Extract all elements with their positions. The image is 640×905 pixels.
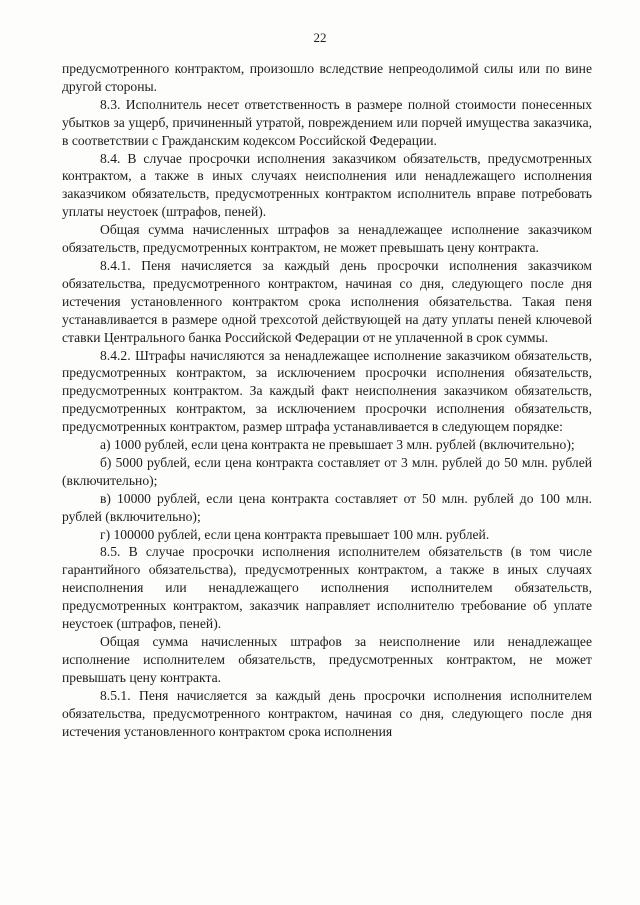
- page-number: 22: [313, 30, 327, 45]
- list-item-b: б) 5000 рублей, если цена контракта составляет от 3 млн. рублей до 50 млн. рублей (включительно);: [62, 454, 592, 488]
- paragraph-8-5-1: 8.5.1. Пеня начисляется за каждый день просрочки исполнения исполнителем обязательства, предусмотренного контрактом, начиная со дня, следующего после дня истечения установленного контрактом срока исполнения: [62, 687, 592, 739]
- paragraph-8-4: 8.4. В случае просрочки исполнения заказчиком обязательств, предусмотренных контрактом, а также в иных случаях неисполнения или ненадлежащего исполнения заказчиком обязательств, предусмотренных контрактом исполнитель вправе потребовать уплаты неустоек (штрафов, пеней).: [62, 150, 592, 220]
- document-body: [62, 60, 592, 740]
- paragraph-continuation: предусмотренного контрактом, произошло вследствие непреодолимой силы или по вине другой стороны.: [62, 61, 592, 94]
- list-item-v: в) 10000 рублей, если цена контракта составляет от 50 млн. рублей до 100 млн. рублей (включительно);: [62, 490, 592, 524]
- paragraph-8-5-total: Общая сумма начисленных штрафов за неисполнение или ненадлежащее исполнение исполнителем обязательств, предусмотренных контрактом, не может превышать цену контракта.: [62, 634, 592, 685]
- list-item-g: г) 100000 рублей, если цена контракта превышает 100 млн. рублей.: [100, 526, 490, 542]
- paragraph-8-4-1: 8.4.1. Пеня начисляется за каждый день просрочки исполнения заказчиком обязательства, предусмотренного контрактом, начиная со дня, следующего после дня истечения установленного контрактом срока исполнения обязательства. Такая пеня устанавливается в размере одной трехсотой действующей на дату уплаты пеней ключевой ставки Центрального банка Российской Федерации от не уплаченной в срок суммы.: [62, 257, 592, 345]
- paragraph-8-4-total: Общая сумма начисленных штрафов за ненадлежащее исполнение заказчиком обязательств, предусмотренных контрактом, не может превышать цену контракта.: [62, 222, 592, 256]
- paragraph-8-5: 8.5. В случае просрочки исполнения исполнителем обязательств (в том числе гарантийного обязательства), предусмотренных контрактом, а также в иных случаях неисполнения или ненадлежащего исполнения исполнителем обязательств, предусмотренных контрактом, заказчик направляет исполнителю требование об уплате неустоек (штрафов, пеней).: [62, 544, 592, 632]
- paragraph-8-3: 8.3. Исполнитель несет ответственность в размере полной стоимости понесенных убытков за ущерб, причиненный утратой, повреждением или порчей имущества заказчика, в соответствии с Гражданским кодексом Российской Федерации.: [62, 96, 592, 148]
- paragraph-8-4-2: 8.4.2. Штрафы начисляются за ненадлежащее исполнение заказчиком обязательств, предусмотренных контрактом, за исключением просрочки исполнения обязательств, предусмотренных контрактом. За каждый факт неисполнения заказчиком обязательств, предусмотренных контрактом, за исключением просрочки исполнения обязательств, предусмотренных контрактом, размер штрафа устанавливается в следующем порядке:: [62, 347, 592, 435]
- list-item-a: а) 1000 рублей, если цена контракта не превышает 3 млн. рублей (включительно);: [100, 437, 575, 453]
